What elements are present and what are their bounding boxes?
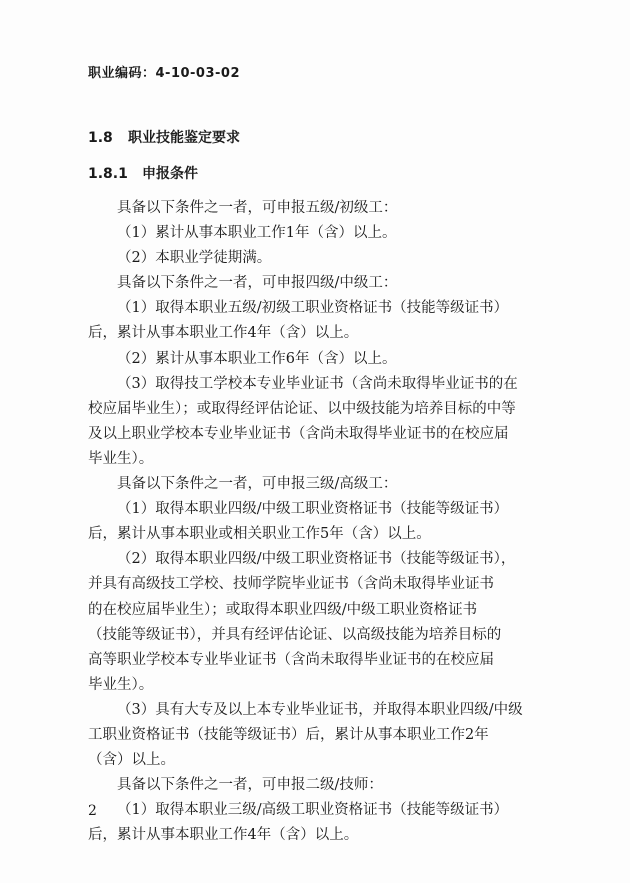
section-number: 1.8.1 (88, 166, 128, 182)
section-heading-1-8-1 (88, 163, 198, 183)
body-line: 后，累计从事本职业工作4年（含）以上。 (88, 827, 359, 844)
body-line: （2）取得本职业四级/中级工职业资格证书（技能等级证书）， (117, 551, 516, 568)
body-line: 及以上职业学校本专业毕业证书（含尚未取得毕业证书的在校应届 (88, 425, 509, 442)
body-line: （1）累计从事本职业工作1年（含）以上。 (117, 225, 397, 242)
body-line: 的在校应届毕业生）；或取得本职业四级/中级工职业资格证书 (88, 601, 478, 618)
section-heading-1-8 (88, 127, 240, 147)
body-line: 校应届毕业生）；或取得经评估论证、以中级技能为培养目标的中等 (88, 400, 516, 417)
body-line: 后，累计从事本职业或相关职业工作5年（含）以上。 (88, 526, 431, 543)
body-line: （3）具有大专及以上本专业毕业证书，并取得本职业四级/中级 (117, 701, 523, 718)
body-line: （2）本职业学徒期满。 (117, 250, 272, 267)
section-title: 申报条件 (142, 166, 198, 182)
body-line: （1）取得本职业三级/高级工职业资格证书（技能等级证书） (117, 802, 509, 819)
section-title: 职业技能鉴定要求 (128, 130, 240, 146)
body-line: 后，累计从事本职业工作4年（含）以上。 (88, 325, 359, 342)
body-text (88, 196, 558, 848)
section-number: 1.8 (88, 130, 113, 146)
body-line: 高等职业学校本专业毕业证书（含尚未取得毕业证书的在校应届 (88, 651, 494, 668)
body-line: 具备以下条件之一者，可申报五级/初级工： (117, 200, 398, 216)
body-line: （1）取得本职业四级/中级工职业资格证书（技能等级证书） (117, 501, 509, 518)
body-line: （技能等级证书），并具有经评估论证、以高级技能为培养目标的 (88, 626, 502, 643)
body-line: （含）以上。 (88, 752, 175, 769)
body-line: （3）取得技工学校本专业毕业证书（含尚未取得毕业证书的在 (117, 375, 518, 392)
body-line: 毕业生）。 (88, 450, 154, 467)
body-line: 具备以下条件之一者，可申报四级/中级工： (117, 275, 398, 292)
occupation-code: 职业编码：4-10-03-02 (88, 66, 241, 81)
body-line: （1）取得本职业五级/初级工职业资格证书（技能等级证书） (117, 300, 509, 317)
body-line: 工职业资格证书（技能等级证书）后，累计从事本职业工作2年 (88, 726, 489, 743)
body-line: 具备以下条件之一者，可申报二级/技师： (117, 777, 383, 794)
body-line: 具备以下条件之一者，可申报三级/高级工： (117, 476, 398, 493)
body-line: 毕业生）。 (88, 676, 154, 693)
body-line: 并具有高级技工学校、技师学院毕业证书（含尚未取得毕业证书 (88, 576, 494, 593)
body-line: （2）累计从事本职业工作6年（含）以上。 (117, 350, 397, 367)
page-number: 2 (88, 803, 97, 819)
